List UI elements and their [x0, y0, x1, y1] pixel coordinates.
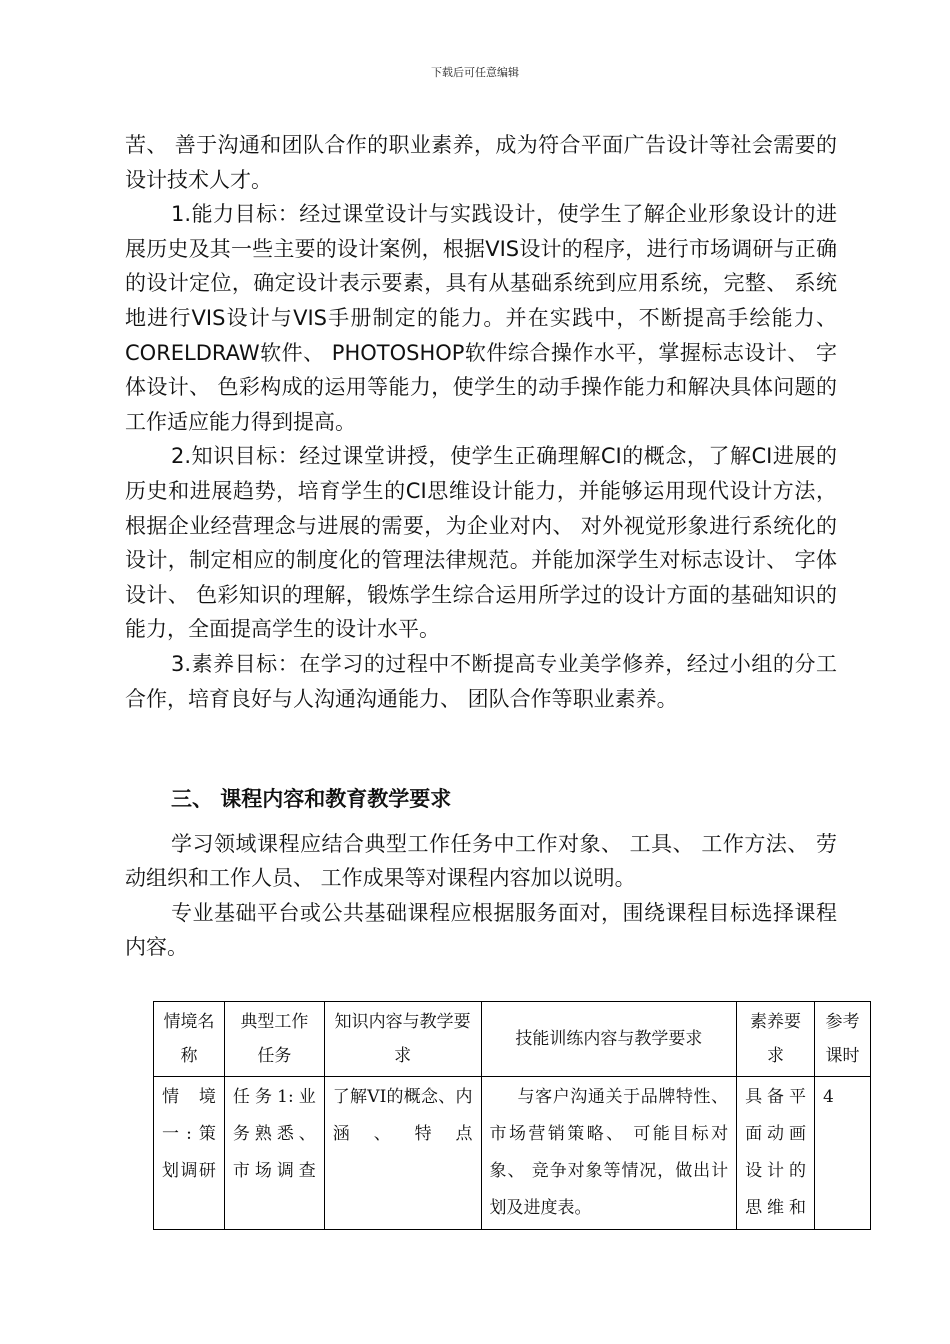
section-heading: 三、 课程内容和教育教学要求	[171, 787, 452, 812]
header-quality-requirement: 素养要求	[737, 1002, 815, 1077]
paragraph-course-selection: 专业基础平台或公共基础课程应根据服务面对，围绕课程目标选择课程内容。	[125, 900, 837, 960]
header-reference-hours: 参考课时	[815, 1002, 871, 1077]
paragraph-ability-goal: 1.能力目标：经过课堂设计与实践设计，使学生了解企业形象设计的进展历史及其一些主要的设计案例，根据VIS设计的程序，进行市场调研与正确的设计定位，确定设计表示要素，具有从基础系统到应用系统，完整、 系统地进行VIS设计与VIS手册制定的能力。并在实践中，不断提高手绘能力、 CORELDRAW软件、 PHOTOSHOP软件综合操作水平，掌握标志设计、 字体设计、 色彩构成的运用等能力，使学生的动手操作能力和解决具体问题的工作适应能力得到提高。	[125, 202, 837, 434]
table-header-row	[154, 1002, 871, 1077]
paragraph-course-content: 学习领域课程应结合典型工作任务中工作对象、 工具、 工作方法、 劳动组织和工作人员、 工作成果等对课程内容加以说明。	[125, 831, 837, 891]
cell-quality: 具备平面动画设计的思维和	[737, 1077, 815, 1230]
header-typical-task: 典型工作任务	[224, 1002, 324, 1077]
cell-knowledge: 了解VI的概念、内涵、特点	[324, 1077, 481, 1230]
paragraph-quality-goal: 3.素养目标：在学习的过程中不断提高专业美学修养，经过小组的分工合作，培育良好与人沟通沟通能力、 团队合作等职业素养。	[125, 651, 837, 711]
page-header: 下载后可任意编辑	[431, 66, 519, 79]
cell-scenario: 情境一:策划调研	[154, 1077, 225, 1230]
header-skill-training: 技能训练内容与教学要求	[481, 1002, 737, 1077]
paragraph-knowledge-goal: 2.知识目标：经过课堂讲授，使学生正确理解CI的概念，了解CI进展的历史和进展趋势，培育学生的CI思维设计能力，并能够运用现代设计方法，根据企业经营理念与进展的需要，为企业对内、 对外视觉形象进行系统化的设计，制定相应的制度化的管理法律规范。并能加深学生对标志设计、 字体设计、 色彩知识的理解，锻炼学生综合运用所学过的设计方面的基础知识的能力，全面提高学生的设计水平。	[125, 444, 837, 642]
header-knowledge-content: 知识内容与教学要求	[324, 1002, 481, 1077]
cell-hours: 4	[815, 1077, 871, 1230]
cell-task: 任务1:业务熟悉、市场调查	[224, 1077, 324, 1230]
document-body	[125, 128, 837, 965]
header-scenario-name: 情境名称	[154, 1002, 225, 1077]
paragraph-continuation: 苦、 善于沟通和团队合作的职业素养，成为符合平面广告设计等社会需要的设计技术人才。	[125, 133, 837, 192]
cell-skill: 与客户沟通关于品牌特性、 市场营销策略、 可能目标对象、 竞争对象等情况，做出计划及进度表。	[481, 1077, 737, 1230]
course-content-table	[153, 1001, 871, 1230]
table-row	[154, 1077, 871, 1230]
